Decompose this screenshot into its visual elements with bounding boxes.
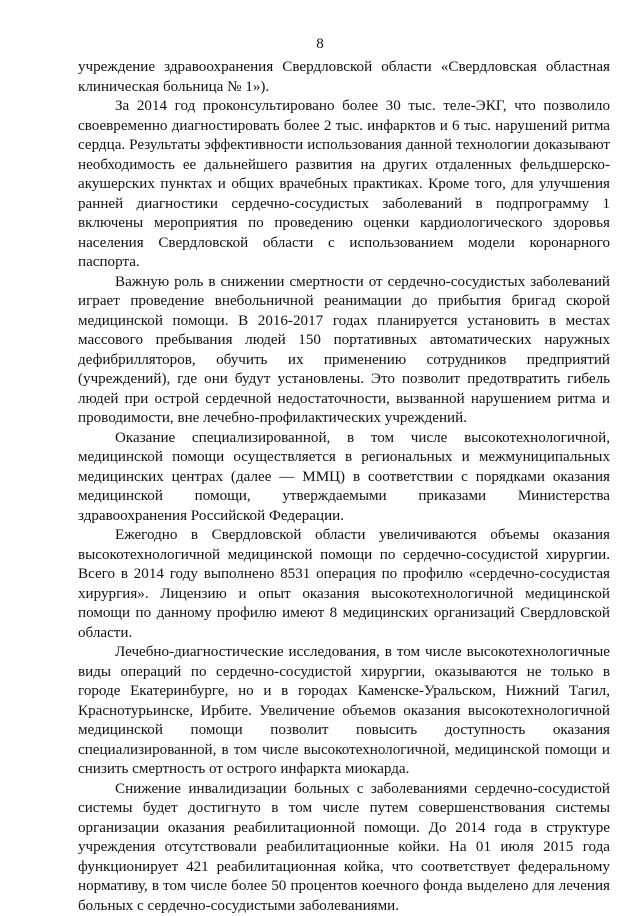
- document-body: [78, 58, 610, 916]
- paragraph-resuscitation: Важную роль в снижении смертности от сердечно-сосудистых заболеваний играет проведение внебольничной реанимации до прибытия бригад скорой медицинской помощи. В 2016-2017 годах планируется установить в местах массового пребывания людей 150 портативных автоматических наружных дефибрилляторов, обучить их применению сотрудников предприятий (учреждений), где они будут установлены. Это позволит предотвратить гибель людей при острой сердечной недостаточности, вызванной нарушением ритма и проводимости, вне лечебно-профилактических учреждений.: [78, 273, 610, 429]
- paragraph-high-tech-surgery: Ежегодно в Свердловской области увеличиваются объемы оказания высокотехнологичной медицинской помощи по сердечно-сосудистой хирургии. Всего в 2014 году выполнено 8531 операция по профилю «сердечно-сосудистая хирургия». Лицензию и опыт оказания высокотехнологичной медицинской помощи по данному профилю имеют 8 медицинских организаций Свердловской области.: [78, 526, 610, 643]
- paragraph-diagnostics-cities: Лечебно-диагностические исследования, в том числе высокотехнологичные виды операций по сердечно-сосудистой хирургии, оказываются не только в городе Екатеринбурге, но и в городах Каменске-Уральском, Нижний Тагил, Краснотурьинске, Ирбите. Увеличение объемов оказания высокотехнологичной медицинской помощи позволит повысить доступность оказания специализированной, в том числе высокотехнологичной, медицинской помощи и снизить смертность от острого инфаркта миокарда.: [78, 643, 610, 780]
- paragraph-rehabilitation: Снижение инвалидизации больных с заболеваниями сердечно-сосудистой системы будет достигнуто в том числе путем совершенствования системы организации оказания реабилитационной помощи. До 2014 года в структуре учреждения отсутствовали реабилитационные койки. На 01 июля 2015 года функционирует 421 реабилитационная койка, что соответствует федеральному нормативу, в том числе более 50 процентов коечного фонда выделено для лечения больных с сердечно-сосудистыми заболеваниями.: [78, 780, 610, 916]
- paragraph-tele-ecg: За 2014 год проконсультировано более 30 тыс. теле-ЭКГ, что позволило своевременно диагностировать более 2 тыс. инфарктов и 6 тыс. нарушений ритма сердца. Результаты эффективности использования данной технологии доказывают необходимость ее дальнейшего развития на других отдаленных фельдшерско-акушерских пунктах и общих врачебных практиках. Кроме того, для улучшения ранней диагностики сердечно-сосудистых заболеваний в подпрограмму 1 включены мероприятия по проведению оценки кардиологического здоровья населения Свердловской области с использованием модели коронарного паспорта.: [78, 97, 610, 273]
- paragraph-specialized-care: Оказание специализированной, в том числе высокотехнологичной, медицинской помощи осуществляется в региональных и межмуниципальных медицинских центрах (далее — ММЦ) в соответствии с порядками оказания медицинской помощи, утверждаемыми приказами Министерства здравоохранения Российской Федерации.: [78, 429, 610, 527]
- paragraph-continuation: учреждение здравоохранения Свердловской области «Свердловская областная клиническая больница № 1»).: [78, 58, 610, 97]
- page-number: 8: [0, 36, 640, 53]
